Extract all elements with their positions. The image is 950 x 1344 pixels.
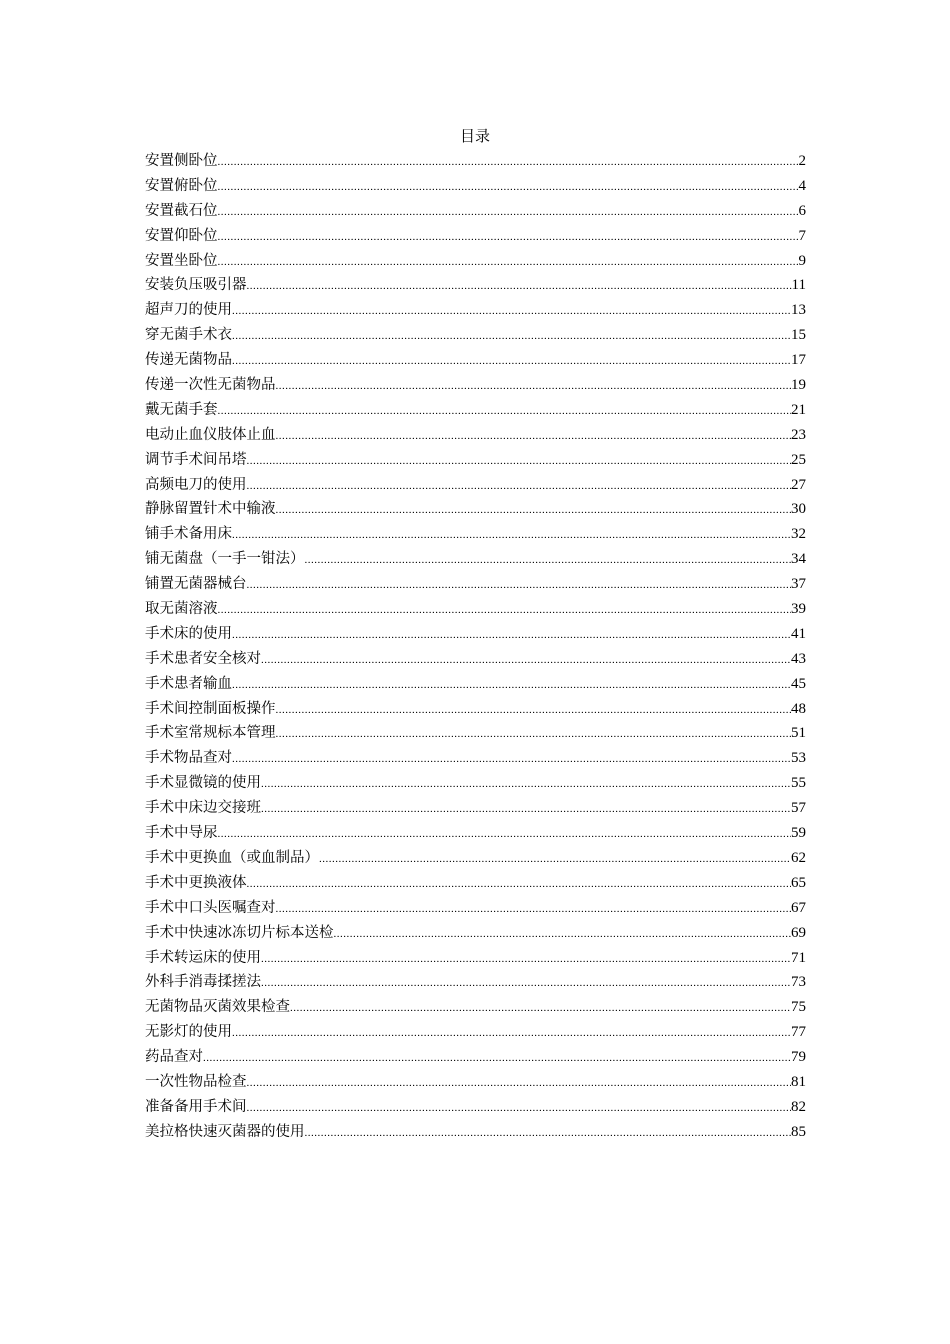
toc-entry-page-number: 30 [791, 501, 806, 518]
toc-entry-page-number: 13 [791, 302, 806, 319]
toc-entry-page-number: 53 [791, 750, 806, 767]
toc-entry-label: 高频电刀的使用 [145, 476, 247, 493]
toc-dot-leader [276, 897, 792, 921]
toc-entry-page-number: 69 [791, 924, 806, 941]
toc-entry-page-number: 73 [791, 974, 806, 991]
toc-entry-label: 无影灯的使用 [145, 1024, 232, 1041]
toc-dot-leader [247, 274, 792, 298]
toc-dot-leader [276, 374, 792, 398]
toc-dot-leader [232, 673, 791, 697]
toc-dot-leader [276, 722, 792, 746]
toc-entry-page-number: 34 [791, 551, 806, 568]
toc-entry[interactable] [145, 746, 806, 771]
toc-entry[interactable] [145, 796, 806, 821]
toc-entry-page-number: 55 [791, 775, 806, 792]
toc-entry-label: 调节手术间吊塔 [145, 451, 247, 468]
toc-entry[interactable] [145, 995, 806, 1020]
toc-entry[interactable] [145, 522, 806, 547]
toc-entry[interactable] [145, 398, 806, 423]
toc-dot-leader [305, 548, 792, 572]
toc-entry-page-number: 51 [791, 725, 806, 742]
toc-entry[interactable] [145, 622, 806, 647]
toc-dot-leader [232, 1021, 791, 1045]
toc-entry-label: 手术中床边交接班 [145, 800, 261, 817]
toc-dot-leader [247, 1096, 792, 1120]
toc-dot-leader [247, 872, 792, 896]
toc-dot-leader [218, 150, 799, 174]
toc-dot-leader [319, 847, 791, 871]
toc-entry[interactable] [145, 697, 806, 722]
toc-entry-label: 手术中导尿 [145, 825, 218, 842]
toc-entry-page-number: 4 [798, 177, 806, 194]
toc-entry-label: 传递无菌物品 [145, 352, 232, 369]
toc-dot-leader [261, 772, 791, 796]
toc-entry-page-number: 43 [791, 650, 806, 667]
toc-entry-page-number: 9 [798, 252, 806, 269]
toc-entry-page-number: 48 [791, 700, 806, 717]
toc-entry-page-number: 6 [798, 202, 806, 219]
toc-entry-label: 手术室常规标本管理 [145, 725, 276, 742]
toc-entry-page-number: 21 [791, 401, 806, 418]
toc-dot-leader [247, 474, 792, 498]
toc-entry-label: 无菌物品灭菌效果检查 [145, 999, 290, 1016]
toc-entry[interactable] [145, 273, 806, 298]
toc-entry-label: 一次性物品检查 [145, 1073, 247, 1090]
toc-entry-page-number: 67 [791, 899, 806, 916]
toc-dot-leader [218, 250, 799, 274]
toc-entry-page-number: 75 [791, 999, 806, 1016]
toc-entry[interactable] [145, 970, 806, 995]
toc-entry-label: 手术中快速冰冻切片标本送检 [145, 924, 334, 941]
toc-entry[interactable] [145, 771, 806, 796]
toc-dot-leader [218, 822, 792, 846]
toc-dot-leader [261, 947, 791, 971]
toc-entry[interactable] [145, 871, 806, 896]
toc-entry-label: 美拉格快速灭菌器的使用 [145, 1123, 305, 1140]
toc-entry-label: 手术中更换液体 [145, 874, 247, 891]
toc-dot-leader [232, 324, 791, 348]
toc-dot-leader [261, 797, 791, 821]
toc-dot-leader [232, 523, 791, 547]
toc-entry-label: 铺手术备用床 [145, 526, 232, 543]
toc-entry[interactable] [145, 1095, 806, 1120]
toc-entry[interactable] [145, 721, 806, 746]
toc-entry[interactable] [145, 946, 806, 971]
toc-entry-page-number: 81 [791, 1073, 806, 1090]
toc-entry[interactable] [145, 298, 806, 323]
toc-entry[interactable] [145, 647, 806, 672]
toc-entry-page-number: 23 [791, 426, 806, 443]
toc-entry[interactable] [145, 672, 806, 697]
toc-entry[interactable] [145, 249, 806, 274]
toc-entry-label: 铺置无菌器械台 [145, 576, 247, 593]
toc-entry-page-number: 62 [791, 849, 806, 866]
toc-entry-label: 手术转运床的使用 [145, 949, 261, 966]
toc-entry[interactable] [145, 373, 806, 398]
toc-dot-leader [218, 598, 792, 622]
toc-entry[interactable] [145, 323, 806, 348]
toc-dot-leader [203, 1046, 791, 1070]
toc-entry[interactable] [145, 547, 806, 572]
toc-entry-label: 手术物品查对 [145, 750, 232, 767]
toc-entry[interactable] [145, 174, 806, 199]
toc-entry-label: 安置坐卧位 [145, 252, 218, 269]
toc-entry[interactable] [145, 224, 806, 249]
toc-dot-leader [218, 399, 792, 423]
toc-entry-label: 手术显微镜的使用 [145, 775, 261, 792]
toc-title: 目录 [459, 127, 490, 145]
toc-entry-page-number: 19 [791, 377, 806, 394]
toc-entry[interactable] [145, 921, 806, 946]
toc-entry[interactable] [145, 448, 806, 473]
toc-entry-label: 准备备用手术间 [145, 1098, 247, 1115]
toc-entry-label: 安置俯卧位 [145, 177, 218, 194]
toc-dot-leader [261, 971, 791, 995]
toc-entry-label: 外科手消毒揉搓法 [145, 974, 261, 991]
toc-entry-page-number: 41 [791, 625, 806, 642]
toc-entry-page-number: 17 [791, 352, 806, 369]
toc-dot-leader [261, 648, 791, 672]
toc-entry-page-number: 82 [791, 1098, 806, 1115]
toc-entry-page-number: 7 [798, 227, 806, 244]
toc-entry-label: 安置仰卧位 [145, 227, 218, 244]
toc-dot-leader [247, 449, 792, 473]
toc-entry-label: 超声刀的使用 [145, 302, 232, 319]
toc-entry-page-number: 39 [791, 601, 806, 618]
toc-entry[interactable] [145, 473, 806, 498]
toc-entry-label: 手术患者安全核对 [145, 650, 261, 667]
toc-entry-label: 手术中更换血（或血制品） [145, 849, 319, 866]
toc-entry-label: 传递一次性无菌物品 [145, 377, 276, 394]
toc-entry[interactable] [145, 199, 806, 224]
toc-entry-label: 手术患者输血 [145, 675, 232, 692]
toc-entry-page-number: 15 [791, 327, 806, 344]
toc-dot-leader [218, 175, 799, 199]
toc-entry-label: 手术间控制面板操作 [145, 700, 276, 717]
toc-entry[interactable] [145, 597, 806, 622]
toc-dot-leader [247, 1071, 792, 1095]
toc-entry-label: 电动止血仪肢体止血 [145, 426, 276, 443]
toc-entry-page-number: 65 [791, 874, 806, 891]
toc-entry-page-number: 45 [791, 675, 806, 692]
toc-entry-label: 铺无菌盘（一手一钳法） [145, 551, 305, 568]
toc-list [145, 149, 806, 1145]
toc-entry-label: 手术床的使用 [145, 625, 232, 642]
toc-dot-leader [247, 573, 792, 597]
toc-entry[interactable] [145, 896, 806, 921]
toc-entry-page-number: 57 [791, 800, 806, 817]
toc-entry[interactable] [145, 1120, 806, 1145]
toc-entry[interactable] [145, 572, 806, 597]
toc-entry-label: 药品查对 [145, 1049, 203, 1066]
toc-entry-label: 取无菌溶液 [145, 601, 218, 618]
toc-dot-leader [232, 299, 791, 323]
toc-entry-page-number: 79 [791, 1049, 806, 1066]
toc-dot-leader [218, 200, 799, 224]
toc-dot-leader [218, 225, 799, 249]
toc-entry[interactable] [145, 149, 806, 174]
toc-entry-label: 手术中口头医嘱查对 [145, 899, 276, 916]
toc-entry-label: 静脉留置针术中输液 [145, 501, 276, 518]
toc-entry-page-number: 71 [791, 949, 806, 966]
toc-entry-page-number: 32 [791, 526, 806, 543]
toc-entry[interactable] [145, 497, 806, 522]
toc-dot-leader [276, 498, 792, 522]
toc-dot-leader [290, 996, 791, 1020]
toc-dot-leader [232, 747, 791, 771]
toc-entry-page-number: 85 [791, 1123, 806, 1140]
toc-entry-label: 安置截石位 [145, 202, 218, 219]
toc-dot-leader [232, 623, 791, 647]
toc-dot-leader [232, 349, 791, 373]
toc-entry[interactable] [145, 846, 806, 871]
toc-dot-leader [305, 1121, 792, 1145]
toc-entry[interactable] [145, 1070, 806, 1095]
toc-entry[interactable] [145, 423, 806, 448]
toc-dot-leader [334, 922, 792, 946]
toc-entry-label: 穿无菌手术衣 [145, 327, 232, 344]
toc-entry[interactable] [145, 1020, 806, 1045]
toc-entry-label: 安置侧卧位 [145, 153, 218, 169]
toc-entry-page-number: 11 [791, 277, 806, 294]
toc-entry-page-number: 37 [791, 576, 806, 593]
toc-entry[interactable] [145, 1045, 806, 1070]
toc-entry-page-number: 25 [791, 451, 806, 468]
toc-entry[interactable] [145, 348, 806, 373]
toc-entry-label: 安装负压吸引器 [145, 277, 247, 294]
toc-entry-label: 戴无菌手套 [145, 401, 218, 418]
toc-entry-page-number: 27 [791, 476, 806, 493]
toc-entry[interactable] [145, 821, 806, 846]
toc-entry-page-number: 59 [791, 825, 806, 842]
toc-dot-leader [276, 424, 792, 448]
toc-entry-page-number: 77 [791, 1024, 806, 1041]
toc-dot-leader [276, 698, 792, 722]
toc-entry-page-number: 2 [798, 153, 806, 169]
